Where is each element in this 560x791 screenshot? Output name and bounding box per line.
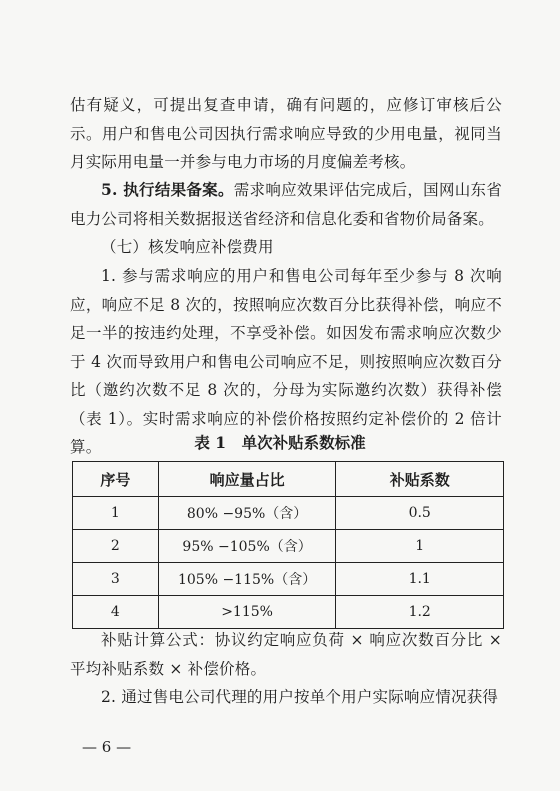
table-header-row	[73, 462, 504, 497]
cell-response-ratio: 80% −95%（含）	[158, 497, 336, 530]
subsidy-coefficient-table	[72, 461, 504, 629]
cell-index: 4	[73, 596, 159, 629]
table-row	[73, 596, 504, 629]
paragraph-subsidy-formula: 补贴计算公式：协议约定响应负荷 × 响应次数百分比 × 平均补贴系数 × 补偿价格。	[70, 631, 502, 678]
cell-index: 3	[73, 563, 159, 596]
table-row	[73, 497, 504, 530]
cell-coefficient: 1.2	[336, 596, 504, 629]
section-heading-compensation: （七）核发响应补偿费用	[101, 238, 274, 256]
cell-response-ratio: >115%	[158, 596, 336, 629]
paragraph-agent-users: 2. 通过售电公司代理的用户按单个用户实际响应情况获得	[101, 688, 499, 706]
paragraph-compensation-rules: 1. 参与需求响应的用户和售电公司每年至少参与 8 次响应，响应不足 8 次的，按照响应次数百分比获得补偿，响应不足一半的按违约处理，不享受补偿。如因发布需求响应次数少于 4 次而导致用户和售电公司响应不足，则按照响应次数百分比（邀约次数不足 8 次的，分母为实际邀约次数）获得补偿（表 1）。实时需求响应的补偿价格按照约定补偿价的 2 倍计算。	[70, 267, 502, 456]
table-row	[73, 530, 504, 563]
header-response-ratio: 响应量占比	[158, 462, 336, 497]
cell-coefficient: 1.1	[336, 563, 504, 596]
header-coefficient: 补贴系数	[336, 462, 504, 497]
paragraph-result-filing-lead: 5. 执行结果备案。	[101, 180, 234, 199]
cell-index: 1	[73, 497, 159, 530]
cell-coefficient: 0.5	[336, 497, 504, 530]
table-row	[73, 563, 504, 596]
header-index: 序号	[73, 462, 159, 497]
cell-response-ratio: 95% −105%（含）	[158, 530, 336, 563]
cell-response-ratio: 105% −115%（含）	[158, 563, 336, 596]
paragraph-result-filing	[70, 176, 502, 233]
table-title: 表 1 单次补贴系数标准	[194, 433, 366, 452]
page-number: — 6 —	[82, 738, 132, 756]
cell-coefficient: 1	[336, 530, 504, 563]
paragraph-review-and-deviation: 估有疑义，可提出复查申请，确有问题的，应修订审核后公示。用户和售电公司因执行需求响应导致的少用电量，视同当月实际用电量一并参与电力市场的月度偏差考核。	[70, 96, 502, 171]
paragraph-result-filing-body: 需求响应效果评估完成后，国网山东省电力公司将相关数据报送省经济和信息化委和省物价局备案。	[70, 181, 502, 228]
cell-index: 2	[73, 530, 159, 563]
